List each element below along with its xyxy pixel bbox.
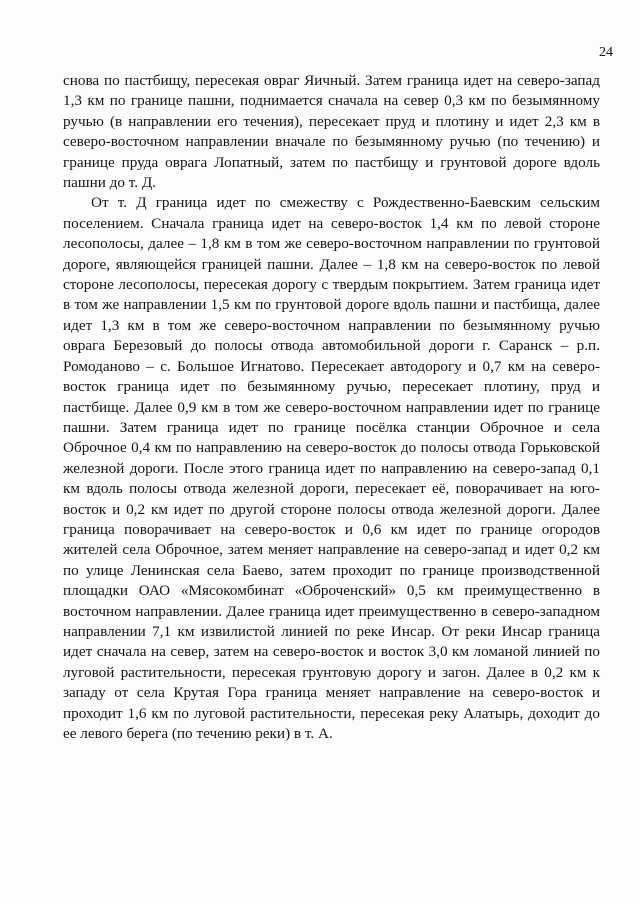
paragraph-continuation: снова по пастбищу, пересекая овраг Яичный. Затем граница идет на северо-запад 1,3 км по границе пашни, поднимается сначала на север 0,3 км по безымянному ручью (в направлении его течения), пересекает пруд и плотину и идет 2,3 км в северо-восточном направлении вначале по безымянному ручью (по течению) и границе пруда оврага Лопатный, затем по пастбищу и грунтовой дороге вдоль пашни до т. Д.: [63, 72, 600, 192]
document-body: [63, 71, 600, 744]
paragraph-boundary-description: От т. Д граница идет по смежеству с Рождественно-Баевским сельским поселением. Сначала граница идет на северо-восток 1,4 км по левой стороне лесополосы, далее – 1,8 км в том же северо-восточном направлении по грунтовой дороге, являющейся границей пашни. Далее – 1,8 км на северо-восток по левой стороне лесополосы, пересекая дорогу с твердым покрытием. Затем граница идет в том же направлении 1,5 км по грунтовой дороге вдоль пашни и пастбища, далее идет 1,3 км в том же северо-восточном направлении по безымянному ручью оврага Березовый до полосы отвода автомобильной дороги г. Саранск – р.п. Ромоданово – с. Большое Игнатово. Пересекает автодорогу и 0,7 км на северо-восток граница идет по безымянному ручью, пересекает плотину, пруд и пастбище. Далее 0,9 км в том же северо-восточном направлении идет по границе пашни. Затем граница идет по границе посёлка станции Оброчное и села Оброчное 0,4 км по направлению на северо-восток до полосы отвода Горьковской железной дороги. После этого граница идет по направлению на северо-запад 0,1 км вдоль полосы отвода железной дороги, пересекает её, поворачивает на юго-восток и 0,2 км идет по другой стороне полосы отвода железной дороги. Далее граница поворачивает на северо-восток и 0,6 км идет по границе огородов жителей села Оброчное, затем меняет направление на северо-запад и идет 0,2 км по улице Ленинская села Баево, затем проходит по границе производственной площадки ОАО «Мясокомбинат «Оброченский» 0,5 км преимущественно в восточном направлении. Далее граница идет преимущественно в северо-западном направлении 7,1 км извилистой линией по реке Инсар. От реки Инсар граница идет сначала на север, затем на северо-восток и восток 3,0 км ломаной линией по луговой растительности, пересекая грунтовую дорогу и загон. Далее в 0,2 км к западу от села Крутая Гора граница меняет направление на северо-восток и проходит 1,6 км по луговой растительности, пересекая реку Алатырь, доходит до ее левого берега (по течению реки) в т. А.: [63, 194, 600, 742]
page-number: 24: [599, 45, 613, 60]
